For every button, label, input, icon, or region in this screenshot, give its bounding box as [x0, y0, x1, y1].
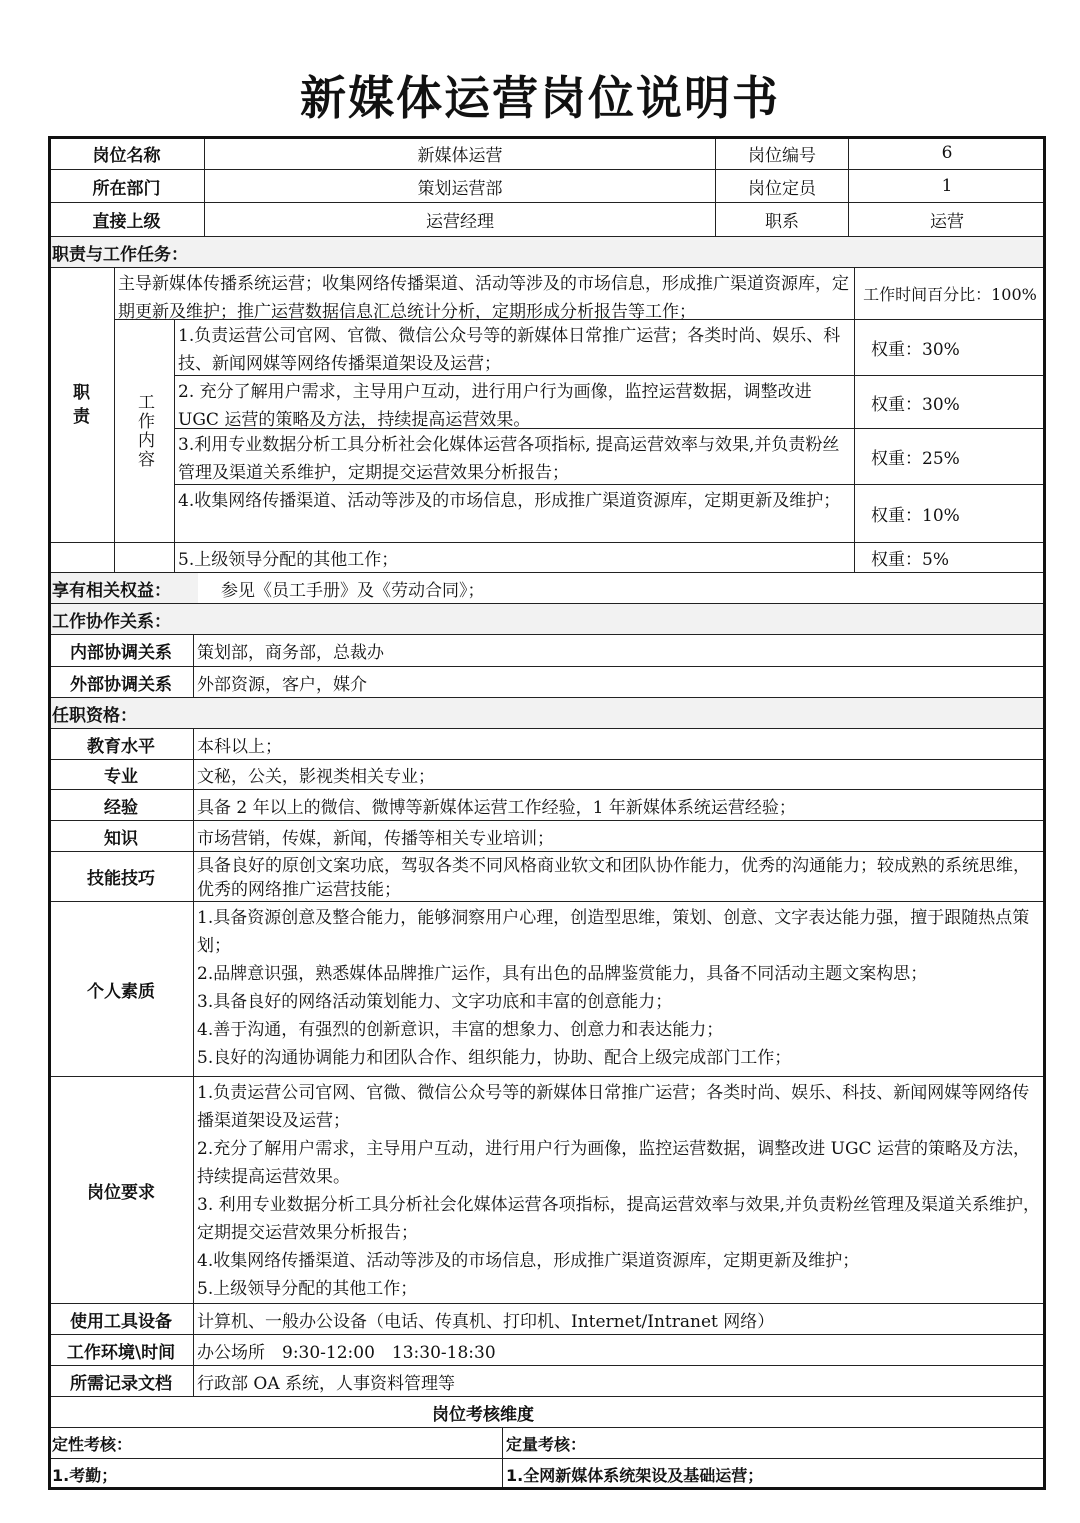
skills-value: 具备良好的原创文案功底，驾驭各类不同风格商业软文和团队协作能力，优秀的沟通能力；较成熟的系统思维，优秀的网络推广运营技能；: [193, 851, 1046, 902]
work-content-label-cell: [114, 319, 175, 543]
tools-label: 使用工具设备: [48, 1303, 194, 1335]
quantitative-item-1: 1.全网新媒体系统架设及基础运营；: [502, 1458, 1046, 1490]
position-name-value: 新媒体运营: [204, 136, 716, 170]
position-code-value: 6: [848, 136, 1046, 170]
position-requirement-label: 岗位要求: [48, 1076, 194, 1304]
skills-label: 技能技巧: [48, 851, 194, 902]
environment-label: 工作环境\时间: [48, 1334, 194, 1366]
qualifications-section-label: 任职资格：: [48, 697, 1046, 729]
duty-weight-3: 权重：25%: [854, 428, 1046, 485]
work-content-empty: [114, 542, 175, 573]
duty-item-1: 1.负责运营公司官网、官微、微信公众号等的新媒体日常推广运营；各类时尚、娱乐、科技、新闻网媒等网络传播渠道架设及运营；: [174, 319, 855, 376]
benefits-value: 参见《员工手册》及《劳动合同》；: [221, 580, 485, 601]
duties-summary: 主导新媒体传播系统运营；收集网络传播渠道、活动等涉及的市场信息，形成推广渠道资源库，定期更新及维护；推广运营数据信息汇总统计分析，定期形成分析报告等工作；: [114, 267, 855, 320]
department-label: 所在部门: [48, 169, 205, 203]
duty-weight-1: 权重：30%: [854, 319, 1046, 376]
duties-side-empty: [48, 542, 115, 573]
position-code-label: 岗位编号: [715, 136, 849, 170]
requirement-item: 2.充分了解用户需求，主导用户互动，进行用户行为画像，监控运营数据，调整改进 UGC 运营的策略及方法，持续提高运营效果。: [197, 1139, 1030, 1187]
internal-relations-label: 内部协调关系: [48, 634, 194, 667]
education-value: 本科以上；: [193, 728, 1046, 760]
knowledge-label: 知识: [48, 820, 194, 852]
quality-item: 3.具备良好的网络活动策划能力、文字功底和丰富的创意能力；: [197, 992, 673, 1012]
qualitative-label: 定性考核：: [48, 1427, 503, 1459]
superior-label: 直接上级: [48, 202, 205, 237]
major-value: 文秘，公关，影视类相关专业；: [193, 759, 1046, 790]
duty-item-3: 3.利用专业数据分析工具分析社会化媒体运营各项指标, 提高运营效率与效果,并负责粉丝管理及渠道关系维护，定期提交运营效果分析报告；: [174, 428, 855, 485]
major-label: 专业: [48, 759, 194, 790]
duties-side-label: 职 责: [48, 267, 115, 543]
duty-weight-5: 权重：5%: [854, 542, 1046, 573]
quality-item: 4.善于沟通，有强烈的创新意识，丰富的想象力、创意力和表达能力；: [197, 1020, 724, 1040]
series-value: 运营: [848, 202, 1046, 237]
work-content-label: 工作内容: [134, 393, 154, 469]
department-value: 策划运营部: [204, 169, 716, 203]
duty-item-5: 5.上级领导分配的其他工作；: [174, 542, 855, 573]
duty-item-4: 4.收集网络传播渠道、活动等涉及的市场信息，形成推广渠道资源库，定期更新及维护；: [174, 484, 855, 543]
benefits-label: 享有相关权益：: [48, 572, 198, 604]
experience-label: 经验: [48, 789, 194, 821]
qualitative-item-1: 1.考勤；: [48, 1458, 503, 1490]
page-title: 新媒体运营岗位说明书: [300, 71, 780, 125]
requirement-item: 5.上级领导分配的其他工作；: [197, 1279, 418, 1299]
tools-value: 计算机、一般办公设备（电话、传真机、打印机、Internet/Intranet 网络）: [193, 1303, 1046, 1335]
environment-value: 办公场所 9:30-12:00 13:30-18:30: [193, 1334, 1046, 1366]
duty-weight-4: 权重：10%: [854, 484, 1046, 543]
assessment-title: 岗位考核维度: [432, 1404, 534, 1425]
experience-value: 具备 2 年以上的微信、微博等新媒体运营工作经验，1 年新媒体系统运营经验；: [193, 789, 1046, 821]
quality-item: 2.品牌意识强，熟悉媒体品牌推广运作，具有出色的品牌鉴赏能力，具备不同活动主题文案构思；: [197, 964, 928, 984]
internal-relations-value: 策划部，商务部，总裁办: [193, 634, 1046, 667]
personal-quality-label: 个人素质: [48, 901, 194, 1077]
staff-count-label: 岗位定员: [715, 169, 849, 203]
staff-count-value: 1: [848, 169, 1046, 203]
knowledge-value: 市场营销，传媒，新闻，传播等相关专业培训；: [193, 820, 1046, 852]
relations-section-label: 工作协作关系：: [48, 603, 1046, 635]
position-name-label: 岗位名称: [48, 136, 205, 170]
education-label: 教育水平: [48, 728, 194, 760]
requirement-item: 3. 利用专业数据分析工具分析社会化媒体运营各项指标，提高运营效率与效果,并负责粉丝管理及渠道关系维护，定期提交运营效果分析报告；: [197, 1195, 1041, 1243]
external-relations-value: 外部资源，客户，媒介: [193, 666, 1046, 698]
requirement-item: 4.收集网络传播渠道、活动等涉及的市场信息，形成推广渠道资源库，定期更新及维护；: [197, 1251, 860, 1271]
records-value: 行政部 OA 系统，人事资料管理等: [193, 1365, 1046, 1397]
time-percent: 工作时间百分比：100%: [854, 267, 1046, 320]
personal-quality-list: [193, 901, 1046, 1077]
requirement-item: 1.负责运营公司官网、官微、微信公众号等的新媒体日常推广运营；各类时尚、娱乐、科技、新闻网媒等网络传播渠道架设及运营；: [197, 1083, 1030, 1131]
quality-item: 1.具备资源创意及整合能力，能够洞察用户心理，创造型思维，策划、创意、文字表达能力强，擅于跟随热点策划；: [197, 908, 1030, 956]
duty-item-2: 2. 充分了解用户需求，主导用户互动，进行用户行为画像，监控运营数据，调整改进 UGC 运营的策略及方法，持续提高运营效果。: [174, 375, 855, 429]
duty-weight-2: 权重：30%: [854, 375, 1046, 429]
duties-section-label: 职责与工作任务：: [48, 236, 1046, 268]
superior-value: 运营经理: [204, 202, 716, 237]
records-label: 所需记录文档: [48, 1365, 194, 1397]
series-label: 职系: [715, 202, 849, 237]
quantitative-label: 定量考核：: [502, 1427, 1046, 1459]
quality-item: 5.良好的沟通协调能力和团队合作、组织能力，协助、配合上级完成部门工作；: [197, 1048, 792, 1068]
position-requirement-list: [193, 1076, 1046, 1304]
external-relations-label: 外部协调关系: [48, 666, 194, 698]
